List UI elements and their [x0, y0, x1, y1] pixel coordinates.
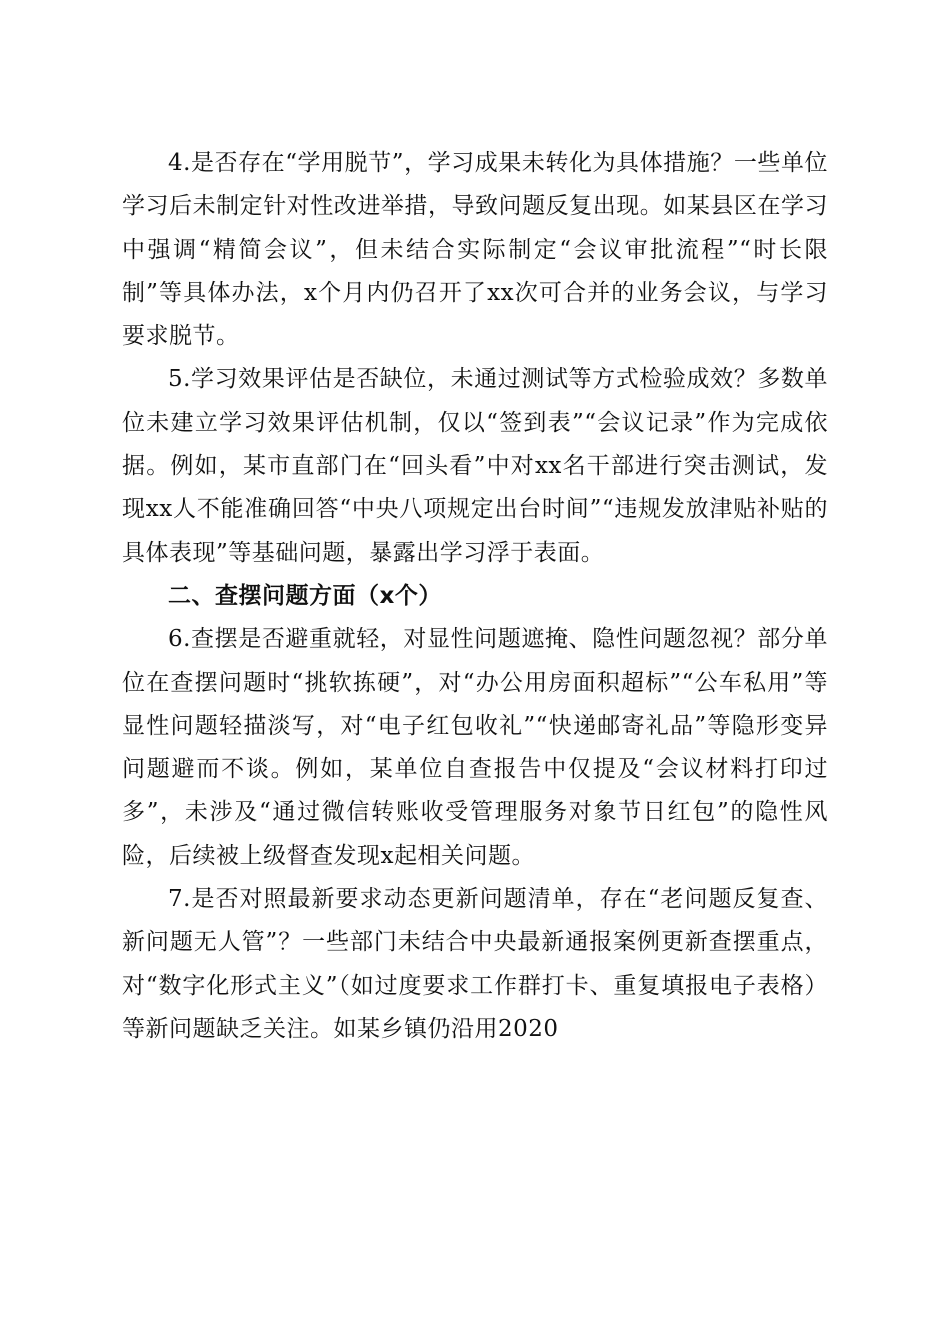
- paragraph-item-7: 7.是否对照最新要求动态更新问题清单，存在“老问题反复查、新问题无人管”？一些部门未结合中央最新通报案例更新查摆重点，对“数字化形式主义”（如过度要求工作群打卡、重复填报电子表格）等新问题缺乏关注。如某乡镇仍沿用2020: [122, 886, 828, 1042]
- paragraph-item-6: 6.查摆是否避重就轻，对显性问题遮掩、隐性问题忽视？部分单位在查摆问题时“挑软拣硬”，对“办公用房面积超标”“公车私用”等显性问题轻描淡写，对“电子红包收礼”“快递邮寄礼品”等隐形变异问题避而不谈。例如，某单位自查报告中仅提及“会议材料打印过多”，未涉及“通过微信转账收受管理服务对象节日红包”的隐性风险，后续被上级督查发现x起相关问题。: [122, 626, 828, 869]
- document-page: [122, 142, 828, 1051]
- paragraph-item-4: 4.是否存在“学用脱节”，学习成果未转化为具体措施？一些单位学习后未制定针对性改进举措，导致问题反复出现。如某县区在学习中强调“精简会议”，但未结合实际制定“会议审批流程”“时长限制”等具体办法，x个月内仍召开了xx次可合并的业务会议，与学习要求脱节。: [122, 150, 828, 350]
- paragraph-item-5: 5.学习效果评估是否缺位，未通过测试等方式检验成效？多数单位未建立学习效果评估机制，仅以“签到表”“会议记录”作为完成依据。例如，某市直部门在“回头看”中对xx名干部进行突击测试，发现xx人不能准确回答“中央八项规定出台时间”“违规发放津贴补贴的具体表现”等基础问题，暴露出学习浮于表面。: [122, 366, 828, 566]
- section-heading: 二、查摆问题方面（x个）: [168, 582, 442, 609]
